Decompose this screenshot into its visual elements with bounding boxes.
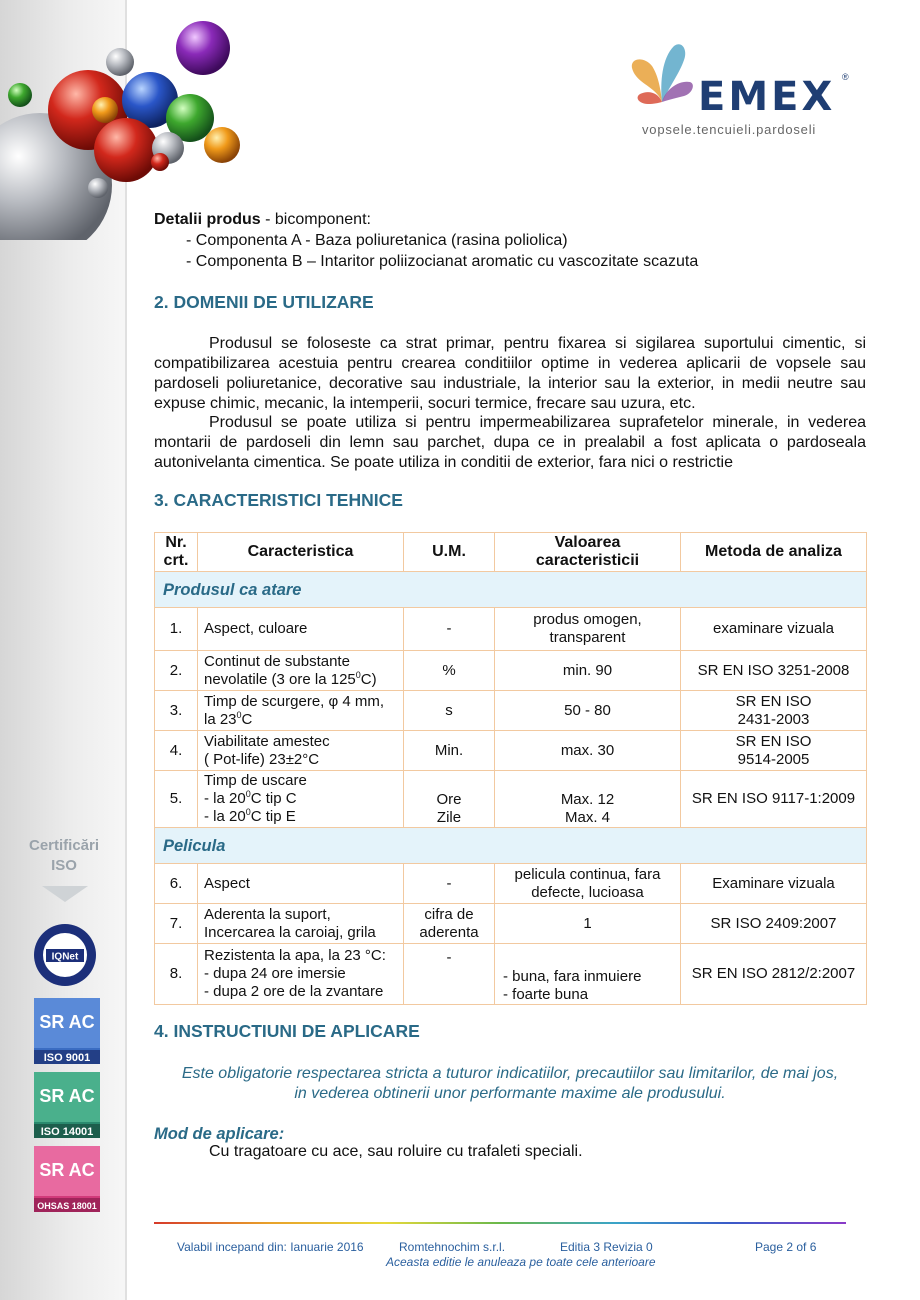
cell-car-line2: Incercarea la caroiaj, grila	[204, 923, 376, 941]
cell-metoda	[681, 691, 867, 731]
application-notice	[154, 1064, 866, 1104]
component-b: - Componenta B – Intaritor poliizocianat aromatic cu vascozitate scazuta	[186, 253, 699, 270]
section-2-paragraph-1	[154, 334, 866, 414]
cell-caracteristica	[198, 651, 404, 691]
product-details	[154, 209, 698, 272]
cell-um: -	[404, 864, 495, 904]
cell-metoda: SR EN ISO 2812/2:2007	[681, 944, 867, 1005]
cell-caracteristica	[198, 731, 404, 771]
srac-iso9001-badge	[34, 998, 100, 1064]
cell-caracteristica	[198, 771, 404, 828]
cell-metoda: examinare vizuala	[681, 608, 867, 651]
cell-car-line3	[204, 808, 397, 826]
cell-car-text: C)	[360, 670, 377, 688]
cell-valoare-line1: produs omogen,	[533, 611, 642, 628]
group-row-produs	[155, 572, 867, 608]
cell-car-text: - la 20	[204, 808, 246, 825]
cell-valoare	[495, 771, 681, 828]
group-row-pelicula	[155, 828, 867, 864]
iso9001-label: ISO 9001	[43, 1052, 91, 1064]
srac-iso14001-badge	[34, 1072, 100, 1138]
iso14001-label: ISO 14001	[40, 1126, 94, 1138]
cell-valoare: 50 - 80	[495, 691, 681, 731]
cell-metoda: SR EN ISO 9117-1:2009	[681, 771, 867, 828]
cell-metoda-line2: 9514-2005	[737, 750, 810, 768]
cell-metoda: SR ISO 2409:2007	[681, 904, 867, 944]
cell-caracteristica: Aspect, culoare	[198, 608, 404, 651]
registered-mark: ®	[842, 72, 849, 82]
cell-valoare-line2: - foarte buna	[503, 986, 589, 1003]
cell-car-text: C tip C	[250, 790, 297, 807]
mod-aplicare-text: Cu tragatoare cu ace, sau roluire cu trafaleti speciali.	[209, 1143, 583, 1160]
cell-car-sup: 0	[245, 807, 251, 817]
header-um: U.M.	[404, 533, 495, 572]
cell-um: -	[404, 608, 495, 651]
cell-car-line1: Rezistenta la apa, la 23 °C:	[204, 947, 386, 964]
cell-car-line2	[204, 671, 397, 689]
chevron-down-icon	[42, 882, 88, 904]
cell-caracteristica	[198, 904, 404, 944]
table-row	[155, 904, 867, 944]
cell-metoda-line1: SR EN ISO	[735, 692, 812, 710]
header-valoare	[495, 533, 681, 572]
cell-nr: 4.	[155, 731, 198, 771]
table-row	[155, 944, 867, 1005]
header-metoda: Metoda de analiza	[681, 533, 867, 572]
cell-metoda-line1: SR EN ISO	[735, 732, 812, 750]
iqnet-badge	[32, 922, 98, 988]
footer-valid-from: Valabil incepand din: Ianuarie 2016	[177, 1240, 364, 1254]
cell-car-text: - la 20	[204, 790, 246, 807]
details-suffix: - bicomponent:	[260, 211, 371, 228]
cell-valoare-line1: pelicula continua, fara	[514, 865, 661, 883]
header-valoare-line2: caracteristicii	[535, 552, 640, 569]
cell-car-sup: 0	[245, 789, 251, 799]
emex-logo	[620, 38, 870, 148]
cell-car-sup: 0	[236, 709, 242, 720]
cell-nr: 1.	[155, 608, 198, 651]
section-3-title: 3. CARACTERISTICI TEHNICE	[154, 490, 403, 510]
cell-car-line2: ( Pot-life) 23±2°C	[204, 750, 320, 768]
ohsas-label: OHSAS 18001	[37, 1201, 97, 1211]
cell-valoare: max. 30	[495, 731, 681, 771]
cell-um-line2: Zile	[436, 809, 462, 826]
notice-line2: in vederea obtinerii unor performante maxime ale produsului.	[294, 1085, 726, 1102]
footer-note: Aceasta editie le anuleaza pe toate cele anterioare	[386, 1255, 656, 1269]
cell-nr: 6.	[155, 864, 198, 904]
header-nr	[155, 533, 198, 572]
cell-nr: 7.	[155, 904, 198, 944]
cell-valoare-line1: Max. 12	[560, 791, 615, 808]
cell-metoda-line2: 2431-2003	[737, 710, 810, 728]
srac-label-9001: SR AC	[39, 1012, 95, 1032]
certifications-title	[14, 836, 114, 876]
table-row	[155, 771, 867, 828]
cell-car-line2	[204, 790, 397, 808]
technical-specs-table	[154, 532, 867, 1005]
cell-nr: 3.	[155, 691, 198, 731]
group-label-pelicula: Pelicula	[155, 828, 867, 864]
cell-valoare-line2: defecte, lucioasa	[531, 883, 644, 901]
cell-um: -	[404, 944, 495, 1005]
cell-car-text: C tip E	[250, 808, 296, 825]
header-nr-line2: crt.	[163, 552, 189, 569]
cell-car-text: C	[241, 710, 253, 728]
cell-caracteristica: Aspect	[198, 864, 404, 904]
cell-um: %	[404, 651, 495, 691]
table-row	[155, 608, 867, 651]
footer-company: Romtehnochim s.r.l.	[399, 1240, 506, 1254]
footer-edition: Editia 3 Revizia 0	[560, 1240, 653, 1254]
details-label: Detalii produs	[154, 211, 261, 228]
section-4-title: 4. INSTRUCTIUNI DE APLICARE	[154, 1021, 420, 1041]
cell-car-line3: - dupa 2 ore de la zvantare	[204, 983, 384, 1000]
header-valoare-line1: Valoarea	[554, 534, 621, 551]
brand-name: EMEX	[698, 74, 836, 120]
cell-car-line1: Timp de scurgere, φ 4 mm,	[204, 692, 385, 710]
table-row	[155, 731, 867, 771]
table-row	[155, 651, 867, 691]
decorative-spheres-image	[0, 0, 260, 240]
cell-car-line1: Timp de uscare	[204, 772, 307, 789]
header-caracteristica: Caracteristica	[198, 533, 404, 572]
srac-label-ohsas: SR AC	[39, 1160, 95, 1180]
group-label-produs: Produsul ca atare	[155, 572, 867, 608]
cell-nr: 2.	[155, 651, 198, 691]
cell-metoda	[681, 731, 867, 771]
table-row	[155, 691, 867, 731]
cell-um-line1: Ore	[436, 791, 462, 808]
cell-car-line2: - dupa 24 ore imersie	[204, 965, 346, 982]
header-nr-line1: Nr.	[165, 534, 187, 551]
cell-car-text: nevolatile (3 ore la 125	[204, 670, 356, 688]
cell-valoare	[495, 608, 681, 651]
brand-tagline: vopsele.tencuieli.pardoseli	[642, 122, 817, 137]
cell-valoare-line1: - buna, fara inmuiere	[503, 968, 642, 985]
mod-aplicare-label: Mod de aplicare:	[154, 1125, 285, 1143]
butterfly-logo-icon	[626, 38, 698, 108]
cell-um: s	[404, 691, 495, 731]
table-header-row	[155, 533, 867, 572]
cert-title-line2: ISO	[51, 857, 77, 874]
section-2-paragraph-2	[154, 413, 866, 473]
table-row	[155, 864, 867, 904]
cell-valoare	[495, 864, 681, 904]
iqnet-label: IQNet	[51, 951, 79, 963]
footer-page-number: Page 2 of 6	[755, 1240, 817, 1254]
component-a: - Componenta A - Baza poliuretanica (rasina poliolica)	[186, 232, 568, 249]
cell-valoare: min. 90	[495, 651, 681, 691]
cell-um	[404, 771, 495, 828]
cell-car-line1: Viabilitate amestec	[204, 732, 330, 750]
cell-car-text: la 23	[204, 710, 237, 728]
cell-um	[404, 904, 495, 944]
notice-line1: Este obligatorie respectarea stricta a tuturor indicatiilor, precautiilor sau limitarilor, de mai jos,	[181, 1065, 839, 1082]
cell-um-line2: aderenta	[419, 923, 479, 941]
cert-title-line1: Certificări	[28, 837, 100, 854]
cell-nr: 5.	[155, 771, 198, 828]
cell-um: Min.	[404, 731, 495, 771]
cell-car-line1: Continut de substante	[204, 652, 350, 670]
cell-caracteristica	[198, 691, 404, 731]
cell-valoare-line2: Max. 4	[564, 809, 610, 826]
cell-valoare: 1	[495, 904, 681, 944]
cell-car-line2	[204, 711, 397, 729]
cell-caracteristica	[198, 944, 404, 1005]
footer-divider	[154, 1222, 846, 1224]
cell-valoare	[495, 944, 681, 1005]
cell-nr: 8.	[155, 944, 198, 1005]
section-2-paragraph-1-text: Produsul se foloseste ca strat primar, pentru fixarea si sigilarea suportului cimentic, si compatibilizarea acestuia pentru crearea conditiilor optime in vederea aplicarii de vopsele sau pardoseli poliuretanice, decorative sau industriale, la interior sau la exterior, in medii neutre sau expuse chimic, mecanic, la intemperii, socuri termice, frecare sau uzura, etc.	[154, 335, 866, 412]
srac-label-14001: SR AC	[39, 1086, 95, 1106]
cell-metoda: SR EN ISO 3251-2008	[681, 651, 867, 691]
cell-valoare-line2: transparent	[549, 629, 626, 646]
cell-metoda: Examinare vizuala	[681, 864, 867, 904]
details-line	[154, 209, 698, 230]
section-2-paragraph-2-text: Produsul se poate utiliza si pentru impermeabilizarea suprafetelor minerale, in vederea montarii de pardoseli din lemn sau parchet, dupa ce in prealabil a fost aplicata o pardoseala autonivelanta cimentica. Se poate utiliza in conditii de exterior, fara nici o restrictie	[154, 414, 866, 471]
cell-car-sup: 0	[355, 669, 361, 680]
section-2-title: 2. DOMENII DE UTILIZARE	[154, 292, 374, 312]
cell-um-line1: cifra de	[424, 905, 474, 923]
cell-car-line1: Aderenta la suport,	[204, 905, 331, 923]
srac-ohsas-badge	[34, 1146, 100, 1212]
